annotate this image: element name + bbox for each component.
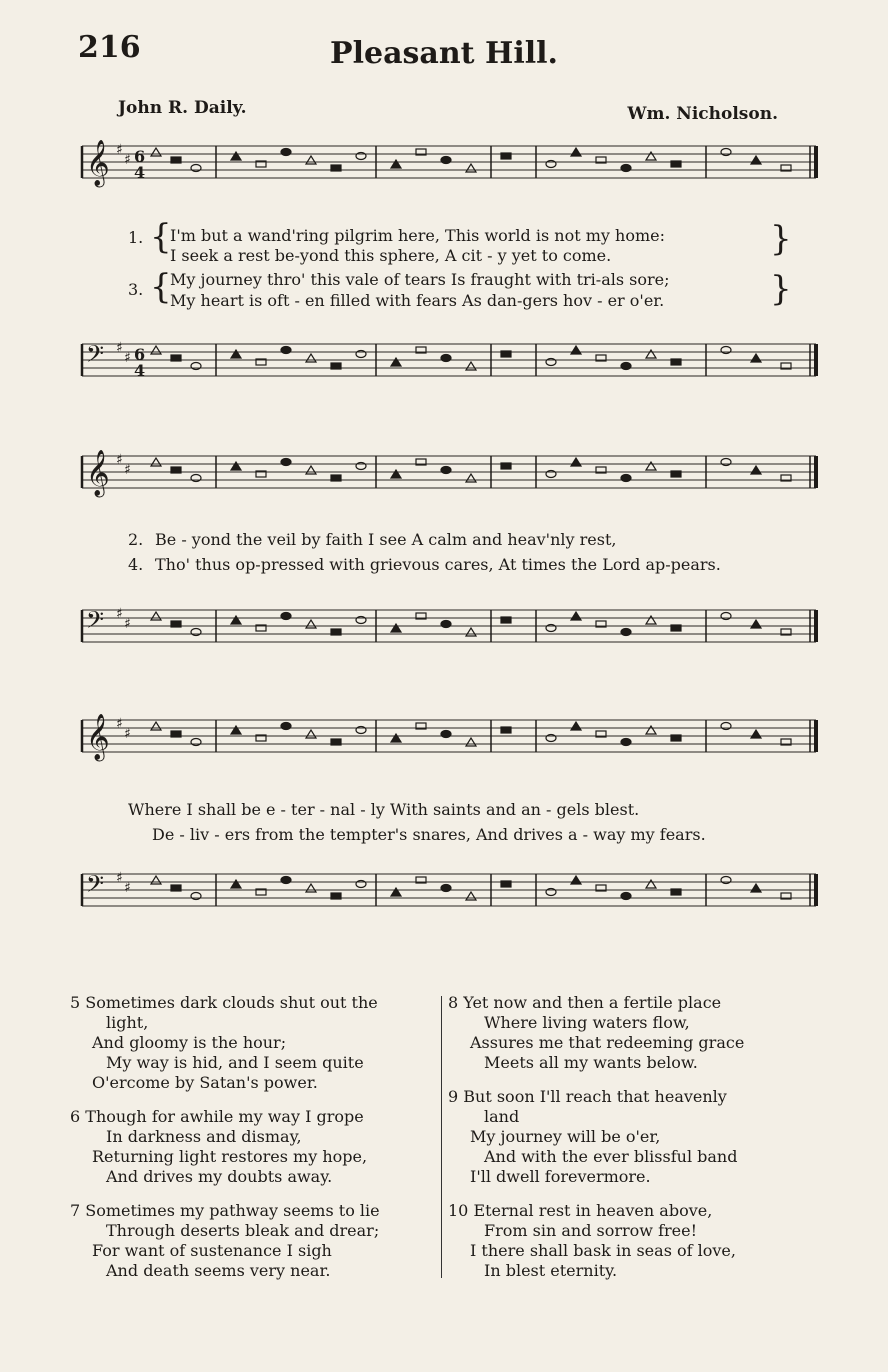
verse-line: 9 But soon I'll reach that heavenly xyxy=(448,1087,727,1106)
lyric-line: I'm but a wand'ring pilgrim here, This world is not my home: xyxy=(170,226,665,245)
treble-clef-icon: 𝄞 xyxy=(86,714,110,760)
note-head xyxy=(281,723,291,730)
note-head xyxy=(231,152,241,160)
note-head xyxy=(281,459,291,466)
note-head xyxy=(441,355,451,362)
note-head xyxy=(751,156,761,164)
sharp-icon: ♯ xyxy=(116,606,123,622)
verse-line: In blest eternity. xyxy=(484,1261,618,1280)
verse-line: 10 Eternal rest in heaven above, xyxy=(448,1201,713,1220)
note-head xyxy=(621,363,631,370)
note-head xyxy=(501,881,511,887)
lyric-line: My journey thro' this vale of tears Is fraught with tri-als sore; xyxy=(170,270,670,289)
note-head xyxy=(331,739,341,745)
note-head xyxy=(331,629,341,635)
note-head xyxy=(306,156,316,164)
note-head xyxy=(501,463,511,469)
note-head xyxy=(646,880,656,888)
brace: } xyxy=(770,219,792,259)
note-head xyxy=(621,475,631,482)
verse-line: Meets all my wants below. xyxy=(484,1053,698,1072)
time-signature-top: 6 xyxy=(134,147,146,166)
sharp-icon: ♯ xyxy=(124,350,131,366)
sharp-icon: ♯ xyxy=(116,452,123,468)
note-head xyxy=(671,471,681,477)
sharp-icon: ♯ xyxy=(124,880,131,896)
sharp-icon: ♯ xyxy=(124,152,131,168)
note-head xyxy=(391,888,401,896)
verse-line: In darkness and dismay, xyxy=(106,1127,302,1146)
note-head xyxy=(331,165,341,171)
treble-clef-icon: 𝄞 xyxy=(86,450,110,496)
note-head xyxy=(441,157,451,164)
note-head xyxy=(171,885,181,891)
note-head xyxy=(501,153,511,159)
note-head xyxy=(646,726,656,734)
note-head xyxy=(391,160,401,168)
verse-line: My journey will be o'er, xyxy=(470,1127,661,1146)
verse-line: And death seems very near. xyxy=(106,1261,331,1280)
note-head xyxy=(171,467,181,473)
verse-number: 1. xyxy=(128,228,144,247)
music-system-1 xyxy=(76,138,826,398)
note-head xyxy=(466,628,476,636)
page-number: 216 xyxy=(78,30,141,65)
note-head xyxy=(441,731,451,738)
verse-line: Returning light restores my hope, xyxy=(92,1147,368,1166)
sharp-icon: ♯ xyxy=(116,340,123,356)
note-head xyxy=(466,892,476,900)
note-head xyxy=(671,625,681,631)
note-head xyxy=(151,458,161,466)
sharp-icon: ♯ xyxy=(124,462,131,478)
lyric-line: My heart is oft - en filled with fears As dan-gers hov - er o'er. xyxy=(170,291,665,310)
note-head xyxy=(331,475,341,481)
note-head xyxy=(501,727,511,733)
note-head xyxy=(671,359,681,365)
verse-stanza xyxy=(448,993,818,1073)
treble-staff xyxy=(82,450,816,498)
note-head xyxy=(151,612,161,620)
brace: } xyxy=(770,269,792,309)
composer-credit: Wm. Nicholson. xyxy=(627,104,778,124)
lyric-line: De - liv - ers from the tempter's snares, And drives a - way my fears. xyxy=(152,825,706,844)
verse-line: 7 Sometimes my pathway seems to lie xyxy=(70,1201,380,1220)
note-head xyxy=(391,734,401,742)
note-head xyxy=(751,884,761,892)
verse-line: Through deserts bleak and drear; xyxy=(106,1221,380,1240)
verse-line: light, xyxy=(106,1013,149,1032)
verse-line: And gloomy is the hour; xyxy=(92,1033,287,1052)
note-head xyxy=(571,148,581,156)
verse-line: land xyxy=(484,1107,520,1126)
treble-staff xyxy=(82,140,816,188)
sharp-icon: ♯ xyxy=(116,142,123,158)
note-head xyxy=(281,613,291,620)
verse-line: My way is hid, and I seem quite xyxy=(106,1053,364,1072)
bass-clef-icon: 𝄢 xyxy=(86,870,105,903)
note-head xyxy=(331,363,341,369)
note-head xyxy=(231,462,241,470)
verse-line: Where living waters flow, xyxy=(484,1013,690,1032)
note-head xyxy=(671,735,681,741)
verse-stanza xyxy=(70,1201,438,1281)
column-divider xyxy=(441,996,442,1278)
note-head xyxy=(466,738,476,746)
note-head xyxy=(281,877,291,884)
sharp-icon: ♯ xyxy=(116,716,123,732)
note-head xyxy=(466,164,476,172)
note-head xyxy=(751,354,761,362)
verse-line: 8 Yet now and then a fertile place xyxy=(448,993,722,1012)
note-head xyxy=(671,889,681,895)
lyric-line: Tho' thus op-pressed with grievous cares, At times the Lord ap-pears. xyxy=(155,555,721,574)
note-head xyxy=(751,620,761,628)
note-head xyxy=(151,346,161,354)
bass-staff xyxy=(82,870,816,906)
verse-line: 6 Though for awhile my way I grope xyxy=(70,1107,364,1126)
note-head xyxy=(171,731,181,737)
note-head xyxy=(621,165,631,172)
note-head xyxy=(306,730,316,738)
sharp-icon: ♯ xyxy=(124,616,131,632)
note-head xyxy=(501,351,511,357)
note-head xyxy=(231,616,241,624)
note-head xyxy=(441,885,451,892)
verse-stanza xyxy=(70,993,438,1093)
note-head xyxy=(621,739,631,746)
note-head xyxy=(751,466,761,474)
note-head xyxy=(171,355,181,361)
note-head xyxy=(151,148,161,156)
sharp-icon: ♯ xyxy=(124,726,131,742)
note-head xyxy=(571,346,581,354)
verses-left-column xyxy=(70,993,438,1295)
verses-right-column xyxy=(448,993,818,1295)
note-head xyxy=(391,624,401,632)
note-head xyxy=(231,350,241,358)
verse-line: And drives my doubts away. xyxy=(106,1167,333,1186)
note-head xyxy=(466,474,476,482)
time-signature-bottom: 4 xyxy=(134,163,146,182)
lyric-line: Where I shall be e - ter - nal - ly With saints and an - gels blest. xyxy=(128,800,640,819)
verse-line: 5 Sometimes dark clouds shut out the xyxy=(70,993,378,1012)
verse-line: From sin and sorrow free! xyxy=(484,1221,698,1240)
lyric-line: Be - yond the veil by faith I see A calm and heav'nly rest, xyxy=(155,530,617,549)
note-head xyxy=(391,358,401,366)
note-head xyxy=(231,880,241,888)
verse-line: Assures me that redeeming grace xyxy=(470,1033,745,1052)
note-head xyxy=(151,722,161,730)
note-head xyxy=(751,730,761,738)
verse-line: O'ercome by Satan's power. xyxy=(92,1073,318,1092)
verse-line: I'll dwell forevermore. xyxy=(470,1167,651,1186)
note-head xyxy=(466,362,476,370)
note-head xyxy=(441,621,451,628)
verse-line: And with the ever blissful band xyxy=(484,1147,738,1166)
note-head xyxy=(171,157,181,163)
note-head xyxy=(306,620,316,628)
note-head xyxy=(571,876,581,884)
note-head xyxy=(441,467,451,474)
verse-number: 4. xyxy=(128,555,144,574)
note-head xyxy=(151,876,161,884)
note-head xyxy=(621,629,631,636)
bass-clef-icon: 𝄢 xyxy=(86,340,105,373)
bass-clef-icon: 𝄢 xyxy=(86,606,105,639)
treble-staff xyxy=(82,714,816,762)
note-head xyxy=(646,616,656,624)
author-credit: John R. Daily. xyxy=(118,98,247,118)
note-head xyxy=(571,722,581,730)
sharp-icon: ♯ xyxy=(116,870,123,886)
time-signature-top: 6 xyxy=(134,345,146,364)
bass-staff xyxy=(82,340,816,376)
treble-clef-icon: 𝄞 xyxy=(86,140,110,186)
note-head xyxy=(306,466,316,474)
hymn-title: Pleasant Hill. xyxy=(330,36,558,71)
note-head xyxy=(621,893,631,900)
verse-line: For want of sustenance I sigh xyxy=(92,1241,332,1260)
verse-number: 2. xyxy=(128,530,144,549)
music-system-2 xyxy=(76,448,826,658)
note-head xyxy=(231,726,241,734)
verse-number: 3. xyxy=(128,280,144,299)
note-head xyxy=(671,161,681,167)
note-head xyxy=(306,884,316,892)
verse-stanza xyxy=(448,1087,818,1187)
brace: { xyxy=(150,267,172,307)
note-head xyxy=(646,350,656,358)
note-head xyxy=(646,152,656,160)
note-head xyxy=(281,347,291,354)
note-head xyxy=(646,462,656,470)
note-head xyxy=(391,470,401,478)
note-head xyxy=(571,458,581,466)
lyric-line: I seek a rest be-yond this sphere, A cit - y yet to come. xyxy=(170,246,612,265)
note-head xyxy=(281,149,291,156)
note-head xyxy=(501,617,511,623)
note-head xyxy=(571,612,581,620)
note-head xyxy=(331,893,341,899)
bass-staff xyxy=(82,606,816,642)
verse-line: I there shall bask in seas of love, xyxy=(470,1241,736,1260)
verse-stanza xyxy=(70,1107,438,1187)
time-signature-bottom: 4 xyxy=(134,361,146,380)
note-head xyxy=(306,354,316,362)
note-head xyxy=(171,621,181,627)
verse-stanza xyxy=(448,1201,818,1281)
brace: { xyxy=(150,217,172,257)
